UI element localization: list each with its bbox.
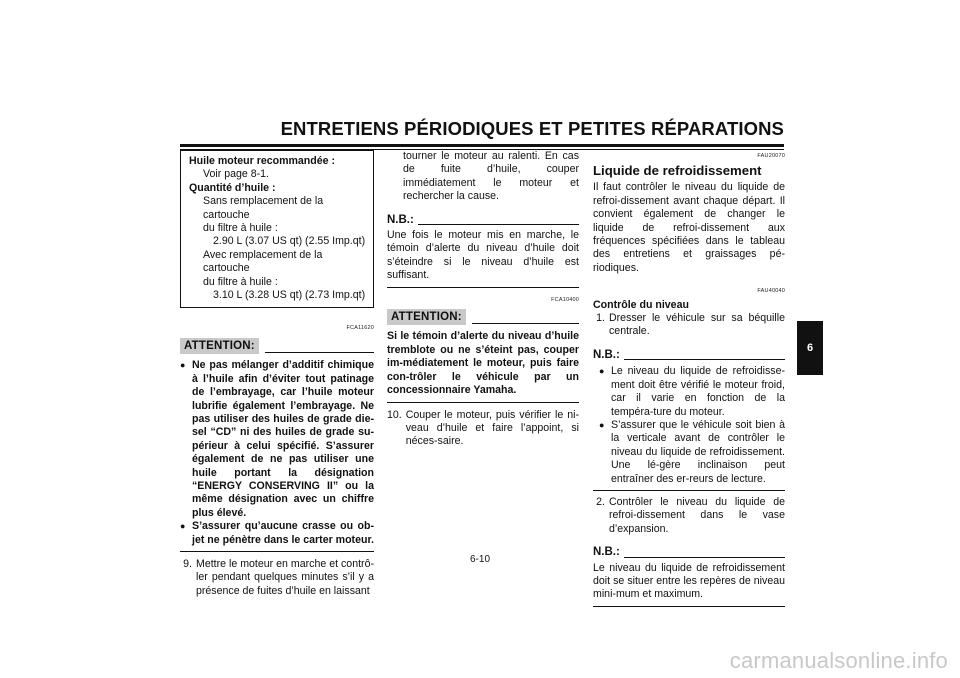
attention-heading	[387, 309, 579, 325]
section-rule	[387, 402, 579, 403]
page-number: 6-10	[469, 554, 490, 565]
right-column	[593, 150, 785, 607]
page-header	[180, 118, 784, 150]
with-filter-line-2: du filtre à huile :	[203, 275, 278, 288]
with-filter-value: 3.10 L (3.28 US qt) (2.73 Imp.qt)	[213, 289, 366, 302]
attention-heading	[180, 338, 374, 354]
nb-heading	[593, 349, 785, 362]
section-rule	[593, 606, 785, 607]
section-rule	[593, 490, 785, 491]
middle-column	[387, 150, 579, 449]
nb-rule	[418, 224, 579, 225]
attention-label: ATTENTION:	[180, 338, 259, 354]
oil-spec-box	[180, 150, 374, 308]
oil-value: Voir page 8-1.	[203, 168, 269, 181]
watermark: carmanualsonline.info	[729, 648, 948, 673]
section-rule	[180, 551, 374, 552]
step-number: 10.	[387, 408, 402, 421]
attention-text: Si le témoin d’alerte du niveau d’huile tremblote ou ne s’éteint pas, couper im-médiatement le moteur, puis faire con-trôler le véhicule par un concessionnaire Yamaha.	[387, 330, 579, 397]
attention-label: ATTENTION:	[387, 309, 466, 325]
step-2	[593, 496, 785, 536]
no-filter-line-1: Sans remplacement de la cartouche	[203, 195, 324, 221]
step-number: 9.	[183, 557, 192, 570]
section-title: Liquide de refroidissement	[593, 163, 762, 179]
intro-text: Il faut contrôler le niveau du liquide de refroi-dissement avant chaque départ. Il convient également de changer le liquide de refroi-dissement aux fréquences spécifiées dans le tableau des entretiens et graissages pé-riodiques.	[593, 181, 785, 274]
step-number: 1.	[596, 312, 605, 325]
step-number: 2.	[596, 495, 605, 508]
with-filter-line-1: Avec remplacement de la cartouche	[203, 248, 323, 275]
left-column	[180, 150, 374, 598]
chapter-tab: 6	[797, 321, 823, 375]
step-10	[387, 409, 579, 449]
step-9-continued	[387, 150, 579, 204]
step-text: Dresser le véhicule sur sa béquille centrale.	[609, 312, 785, 338]
nb-label: N.B.:	[387, 213, 414, 226]
ref-code: FCA10400	[551, 296, 579, 303]
bullet-dot-icon: ●	[599, 419, 605, 430]
step-text: Couper le moteur, puis vérifier le ni-veau d’huile et faire l’appoint, si néces-saire.	[405, 408, 579, 448]
nb-text: Le niveau du liquide de refroidissement doit se situer entre les repères de niveau mini-mum et maximum.	[593, 561, 785, 601]
nb-bullets	[593, 365, 785, 486]
nb-label: N.B.:	[593, 348, 620, 361]
bullet-text: S’assurer qu’aucune crasse ou ob-jet ne pénètre dans le carter moteur.	[192, 520, 374, 546]
attention-bullet	[180, 520, 374, 547]
bullet-dot-icon: ●	[599, 366, 605, 377]
qty-label: Quantité d’huile :	[189, 181, 276, 194]
bullet-text: Le niveau du liquide de refroidisse-ment doit être vérifié le moteur froid, car il varie en fonction de la tempéra-ture du moteur.	[611, 365, 785, 418]
nb-text: Une fois le moteur mis en marche, le témoin d’alerte du niveau d’huile doit s’éteindre si le niveau d’huile est suffisant.	[387, 229, 579, 282]
step-text: Mettre le moteur en marche et contrô-ler pendant quelques minutes s’il y a présence de fuites d’huile en laissant	[196, 557, 374, 597]
attention-content	[180, 359, 374, 547]
ref-code: FAU40040	[757, 288, 785, 295]
bullet-text: Ne pas mélanger d’additif chimique à l’huile afin d’éviter tout patinage de l’embrayage, car l’huile moteur lubrifie également l’embrayage. Ne pas utiliser des huiles de grade die-sel “CD” ni des huiles de grade su-périeur à celui spécifié. S’assurer également de ne pas utiliser une huile portant la désignation “ENERGY CONSERVING II” ou la même désignation avec un chiffre plus élevé.	[192, 359, 374, 519]
attention-rule	[265, 352, 374, 353]
section-rule	[387, 287, 579, 288]
no-filter-line-2: du filtre à huile :	[203, 222, 278, 235]
step-text: tourner le moteur au ralenti. En cas de fuite d’huile, couper immédiatement le moteur et rechercher la cause.	[403, 150, 579, 203]
ref-code: FCA11620	[346, 325, 374, 332]
nb-bullet	[599, 419, 785, 486]
step-1	[593, 312, 785, 339]
sub-title: Contrôle du niveau	[593, 298, 689, 311]
bullet-text: S’assurer que le véhicule soit bien à la verticale avant de contrôler le niveau du liquide de refroidissement. Une lé-gère inclinaison peut entraîner des er-reurs de lecture.	[611, 418, 785, 485]
nb-rule	[624, 359, 785, 360]
nb-label: N.B.:	[593, 546, 620, 559]
attention-rule	[472, 323, 579, 324]
ref-code: FAU20070	[757, 153, 785, 159]
bullet-dot-icon: ●	[180, 360, 186, 371]
page-title: ENTRETIENS PÉRIODIQUES ET PETITES RÉPARATIONS	[280, 118, 784, 139]
nb-heading	[387, 214, 579, 227]
oil-label: Huile moteur recommandée :	[189, 155, 335, 167]
no-filter-value: 2.90 L (3.07 US qt) (2.55 Imp.qt)	[213, 235, 366, 248]
nb-bullet	[599, 365, 785, 419]
step-text: Contrôler le niveau du liquide de refroi-dissement dans le vase d’expansion.	[609, 495, 785, 535]
header-rule	[180, 144, 784, 147]
attention-bullet	[180, 359, 374, 520]
bullet-dot-icon: ●	[180, 521, 186, 532]
